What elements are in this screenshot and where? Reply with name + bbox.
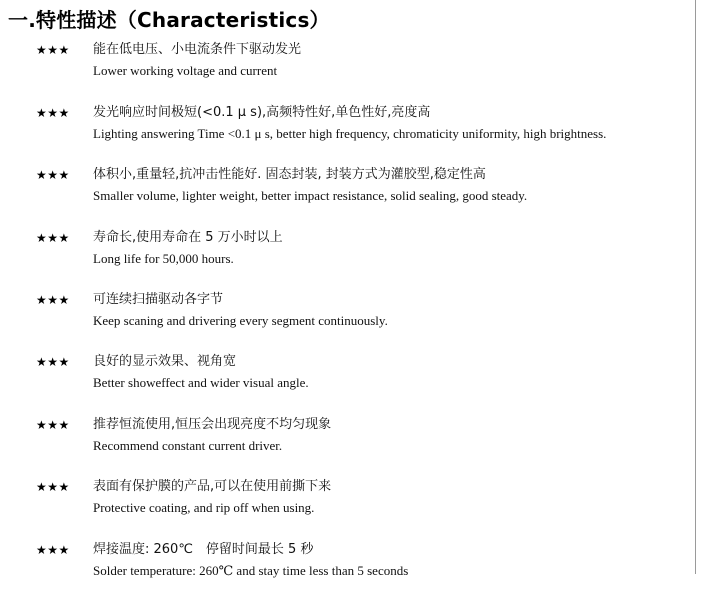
item-english-text: Recommend constant current driver. [93,438,283,453]
star-rating-icon: ★★★ [36,43,70,57]
item-english-text: Solder temperature: 260℃ and stay time less than 5 seconds [93,563,409,578]
list-item [0,104,695,154]
star-rating-icon: ★★★ [36,480,70,494]
list-item [0,478,695,528]
item-chinese-text: 寿命长,使用寿命在 5 万小时以上 [93,230,283,245]
item-chinese-text: 良好的显示效果、视角宽 [93,354,237,369]
star-rating-icon: ★★★ [36,355,70,369]
item-chinese-text: 表面有保护膜的产品,可以在使用前撕下来 [93,479,332,494]
item-english-text: Protective coating, and rip off when using. [93,500,315,515]
item-chinese-text: 可连续扫描驱动各字节 [93,292,224,307]
item-chinese-text: 推荐恒流使用,恒压会出现亮度不均匀现象 [93,417,332,432]
item-chinese-text: 发光响应时间极短(<0.1 μ s),高频特性好,单色性好,亮度高 [93,105,431,120]
star-rating-icon: ★★★ [36,293,70,307]
item-english-text: Smaller volume, lighter weight, better impact resistance, solid sealing, good steady. [93,188,528,203]
star-rating-icon: ★★★ [36,168,70,182]
item-chinese-text: 焊接温度: 260℃ 停留时间最长 5 秒 [93,542,314,557]
list-item [0,353,695,403]
item-chinese-text: 能在低电压、小电流条件下驱动发光 [93,42,302,57]
list-item [0,541,695,591]
list-item [0,416,695,466]
list-item [0,229,695,279]
item-english-text: Lower working voltage and current [93,63,278,78]
list-item [0,41,695,91]
item-english-text: Better showeffect and wider visual angle. [93,375,309,390]
list-item [0,166,695,216]
star-rating-icon: ★★★ [36,418,70,432]
star-rating-icon: ★★★ [36,106,70,120]
item-english-text: Long life for 50,000 hours. [93,251,234,266]
star-rating-icon: ★★★ [36,543,70,557]
section-heading: 一.特性描述（Characteristics） [8,8,330,32]
item-english-text: Keep scaning and drivering every segment continuously. [93,313,388,328]
list-item [0,291,695,341]
item-english-text: Lighting answering Time <0.1 μ s, better high frequency, chromaticity uniformity, high brightness. [93,126,607,141]
star-rating-icon: ★★★ [36,231,70,245]
item-chinese-text: 体积小,重量轻,抗冲击性能好. 固态封装, 封装方式为灌胶型,稳定性高 [93,167,486,182]
